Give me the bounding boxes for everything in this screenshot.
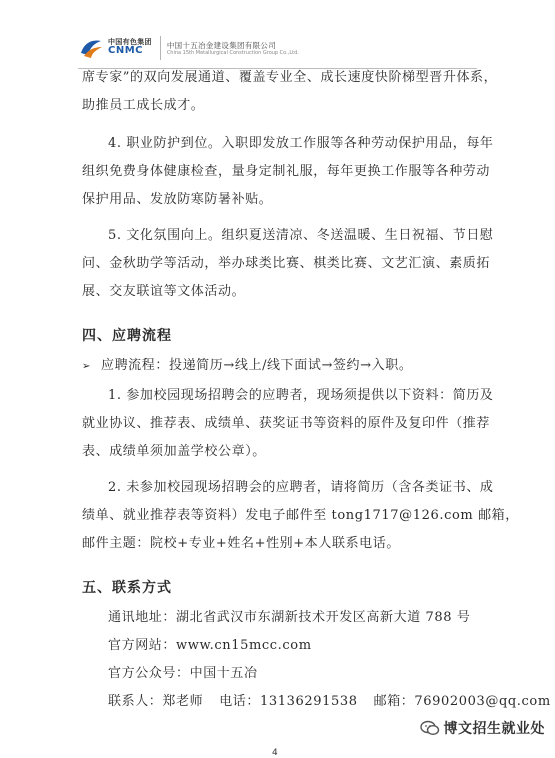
text-line: 就业协议、推荐表、成绩单、获奖证书等资料的原件及复印件（推荐 — [82, 416, 491, 431]
contact-website: 官方网站：www.cn15mcc.com — [108, 638, 312, 653]
process-bullet — [82, 356, 412, 377]
text-line: 1. 参加校园现场招聘会的应聘者，现场须提供以下资料：简历及 — [108, 388, 494, 403]
text-line: 问、金秋助学等活动，举办球类比赛、棋类比赛、文艺汇演、素质拓 — [82, 256, 491, 271]
section-heading-5: 五、联系方式 — [82, 580, 172, 596]
contact-row — [108, 692, 551, 712]
contact-wechat: 官方公众号：中国十五冶 — [108, 666, 258, 681]
page-header — [78, 30, 299, 66]
text-line: 助推员工成长成才。 — [82, 98, 205, 113]
text-line: 保护用品、发放防寒防暑补贴。 — [82, 192, 273, 207]
text-line: 5. 文化氛围向上。组织夏送清凉、冬送温暖、生日祝福、节日慰 — [108, 228, 494, 243]
org-name-en: China 15th Metallurgical Construction Group Co.,Ltd. — [166, 49, 299, 56]
cnmc-logo-icon — [78, 37, 104, 59]
logo-cn-text: 中国有色集团 — [108, 38, 152, 47]
text-line: 4. 职业防护到位。入职即发放工作服等各种劳动保护用品，每年 — [108, 136, 494, 151]
arrow-bullet-icon: ➢ — [82, 361, 91, 372]
logo-en-text: CNMC — [108, 45, 143, 57]
process-text: 应聘流程：投递简历→线上/线下面试→签约→入职。 — [100, 358, 413, 373]
contact-address: 通讯地址：湖北省武汉市东湖新技术开发区高新大道 788 号 — [108, 610, 471, 625]
text-line: 绩单、就业推荐表等资料）发电子邮件至 tong1717@126.com 邮箱， — [82, 508, 519, 523]
page-number: 4 — [272, 748, 278, 758]
watermark-text: 博文招生就业处 — [443, 721, 545, 737]
wechat-watermark — [420, 718, 546, 738]
section-heading-4: 四、应聘流程 — [82, 328, 172, 344]
contact-phone: 电话：13136291538 — [219, 694, 358, 709]
wechat-icon — [420, 719, 440, 737]
text-line: 组织免费身体健康检查，量身定制礼服，每年更换工作服等各种劳动 — [82, 164, 491, 179]
org-name-cn: 中国十五冶金建设集团有限公司 — [166, 40, 277, 50]
text-line: 表、成绩单须加盖学校公章）。 — [82, 444, 266, 459]
header-divider — [160, 36, 161, 60]
text-line: 席专家”的双向发展通道、覆盖专业全、成长速度快阶梯型晋升体系， — [82, 70, 498, 85]
text-line: 展、交友联谊等文体活动。 — [82, 284, 246, 299]
text-line: 2. 未参加校园现场招聘会的应聘者，请将简历（含各类证书、成 — [108, 480, 494, 495]
contact-email: 邮箱：76902003@qq.com — [373, 694, 551, 709]
cnmc-logo — [78, 37, 152, 59]
text-line: 邮件主题：院校+专业+姓名+性别+本人联系电话。 — [82, 536, 400, 551]
contact-person: 联系人：郑老师 — [108, 694, 204, 709]
